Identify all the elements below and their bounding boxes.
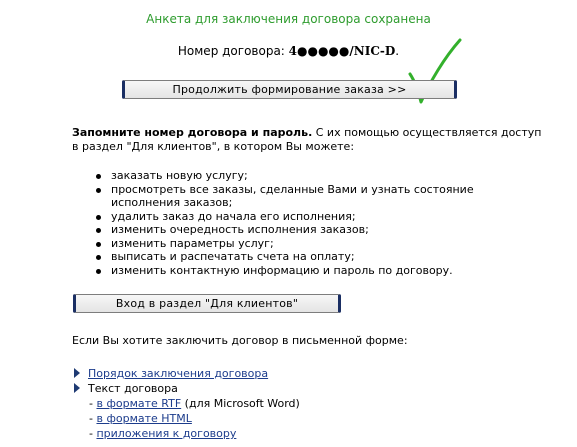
- link-row-appendix: [74, 426, 300, 441]
- list-item: заказать новую услугу;: [96, 169, 546, 183]
- contract-number: 4●●●●●/NIC-D: [288, 44, 396, 58]
- client-login-button[interactable]: Вход в раздел "Для клиентов": [73, 294, 341, 313]
- dash: -: [89, 427, 97, 440]
- contract-suffix: .: [395, 44, 400, 58]
- bullet-icon: [96, 242, 101, 247]
- rtf-link[interactable]: в формате RTF: [96, 397, 182, 410]
- contract-label: Номер договора:: [177, 44, 285, 58]
- link-row-rtf: [74, 396, 300, 411]
- link-row-contract-text: [74, 381, 300, 396]
- list-item: просмотреть все заказы, сделанные Вами и узнать состояние исполнения заказов;: [96, 183, 546, 210]
- dash: -: [89, 397, 97, 410]
- list-item: изменить параметры услуг;: [96, 237, 546, 251]
- link-row-order-procedure: [74, 366, 300, 381]
- remember-bold-text: Запомните номер договора и пароль.: [72, 126, 313, 139]
- order-procedure-link[interactable]: Порядок заключения договора: [88, 367, 269, 380]
- bullet-icon: [96, 215, 101, 220]
- list-item: выписать и распечатать счета на оплату;: [96, 250, 546, 264]
- links-section: [74, 366, 300, 441]
- link-row-html: [74, 411, 300, 426]
- contract-text-label: Текст договора: [88, 382, 178, 395]
- appendix-link[interactable]: приложения к договору: [96, 427, 237, 440]
- bullet-icon: [96, 228, 101, 233]
- list-item: изменить контактную информацию и пароль по договору.: [96, 264, 546, 278]
- list-item: удалить заказ до начала его исполнения;: [96, 210, 546, 224]
- continue-order-button[interactable]: Продолжить формирование заказа >>: [122, 80, 457, 99]
- success-title: Анкета для заключения договора сохранена: [146, 12, 431, 26]
- triangle-right-icon: [74, 368, 80, 378]
- bullet-icon: [96, 174, 101, 179]
- remember-rest-text: С их помощью осуществляется доступ в раздел "Для клиентов", в котором Вы можете:: [72, 126, 542, 153]
- contract-line: [0, 44, 577, 58]
- dash: -: [89, 412, 97, 425]
- rtf-note: (для Microsoft Word): [181, 397, 300, 410]
- bullet-icon: [96, 255, 101, 260]
- bullet-icon: [96, 188, 101, 193]
- html-link[interactable]: в формате HTML: [96, 412, 192, 425]
- written-form-text: Если Вы хотите заключить договор в письменной форме:: [72, 334, 408, 347]
- bullet-icon: [96, 269, 101, 274]
- triangle-right-icon: [74, 383, 80, 393]
- list-item: изменить очередность исполнения заказов;: [96, 223, 546, 237]
- features-list: [96, 169, 546, 277]
- remember-paragraph: [72, 126, 542, 154]
